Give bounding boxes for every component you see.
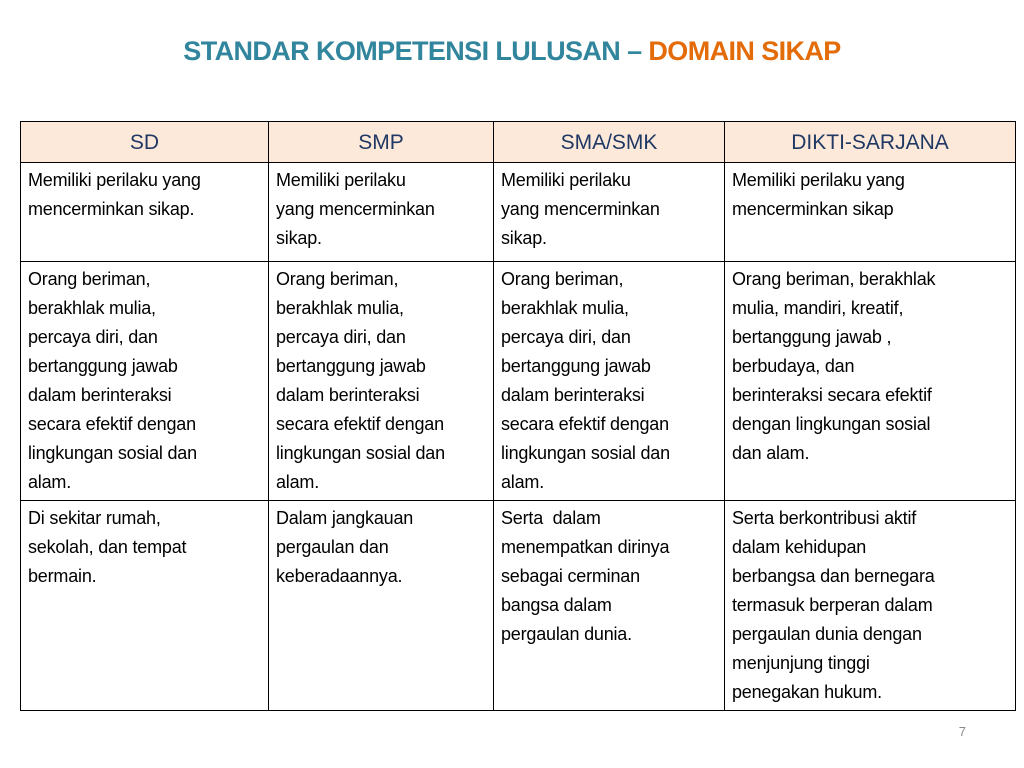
title-main: STANDAR KOMPETENSI LULUSAN – (183, 36, 649, 66)
table-cell: Memiliki perilaku yang mencerminkan sikap. (21, 163, 269, 262)
competency-table (20, 121, 1016, 711)
table-header-row (21, 122, 1016, 163)
table-cell: Serta berkontribusi aktif dalam kehidupan berbangsa dan bernegara termasuk berperan dalam pergaulan dunia dengan menjunjung tinggi penegakan hukum. (725, 501, 1016, 711)
table-cell: Memiliki perilaku yang mencerminkan sikap (725, 163, 1016, 262)
table-row (21, 262, 1016, 501)
page-number: 7 (958, 724, 966, 739)
table-cell: Dalam jangkauan pergaulan dan keberadaannya. (269, 501, 494, 711)
table-cell: Orang beriman, berakhlak mulia, percaya diri, dan bertanggung jawab dalam berinteraksi secara efektif dengan lingkungan sosial dan alam. (21, 262, 269, 501)
table-cell: Orang beriman, berakhlak mulia, mandiri, kreatif, bertanggung jawab , berbudaya, dan berinteraksi secara efektif dengan lingkungan sosial dan alam. (725, 262, 1016, 501)
table-cell: Di sekitar rumah, sekolah, dan tempat bermain. (21, 501, 269, 711)
table-cell: Memiliki perilaku yang mencerminkan sikap. (494, 163, 725, 262)
title-highlight: DOMAIN SIKAP (648, 36, 841, 66)
header-dikti-sarjana: DIKTI-SARJANA (725, 122, 1016, 163)
table-cell: Serta dalam menempatkan dirinya sebagai cerminan bangsa dalam pergaulan dunia. (494, 501, 725, 711)
table-row (21, 501, 1016, 711)
header-smp: SMP (269, 122, 494, 163)
table-cell: Orang beriman, berakhlak mulia, percaya diri, dan bertanggung jawab dalam berinteraksi secara efektif dengan lingkungan sosial dan alam. (494, 262, 725, 501)
header-sma-smk: SMA/SMK (494, 122, 725, 163)
table-cell: Orang beriman, berakhlak mulia, percaya diri, dan bertanggung jawab dalam berinteraksi secara efektif dengan lingkungan sosial dan alam. (269, 262, 494, 501)
slide-title (0, 36, 1024, 67)
header-sd: SD (21, 122, 269, 163)
table-cell: Memiliki perilaku yang mencerminkan sikap. (269, 163, 494, 262)
table-row (21, 163, 1016, 262)
